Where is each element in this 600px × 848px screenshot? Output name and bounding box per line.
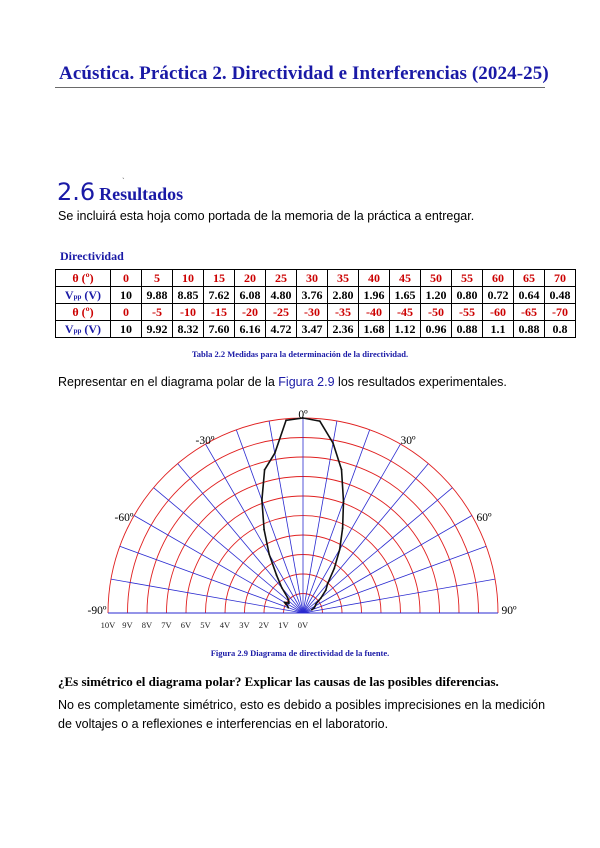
angle-cell: -10 xyxy=(173,304,204,321)
section-title: Resultados xyxy=(99,184,184,204)
voltage-cell: 6.16 xyxy=(235,321,266,338)
data-point xyxy=(333,567,335,569)
voltage-cell: 2.36 xyxy=(328,321,359,338)
voltage-cell: 9.88 xyxy=(142,287,173,304)
voltage-cell: 4.72 xyxy=(266,321,297,338)
data-point xyxy=(327,583,329,585)
voltage-cell: 8.32 xyxy=(173,321,204,338)
voltage-cell: 7.60 xyxy=(204,321,235,338)
voltage-cell: 1.1 xyxy=(483,321,514,338)
instruction-text-before: Representar en el diagrama polar de la xyxy=(58,375,279,389)
data-point xyxy=(332,442,334,444)
question-text: ¿Es simétrico el diagrama polar? Explicar las causas de las posibles diferencias. xyxy=(58,674,499,689)
data-point xyxy=(311,609,313,611)
angle-cell: 25 xyxy=(266,270,297,287)
voltage-cell: 1.20 xyxy=(421,287,452,304)
angle-cell: -35 xyxy=(328,304,359,321)
angle-cell: 60 xyxy=(483,270,514,287)
table-caption: Tabla 2.2 Medidas para la determinación de la directividad. xyxy=(191,349,409,359)
angle-cell: -40 xyxy=(359,304,390,321)
angle-cell: -25 xyxy=(266,304,297,321)
theta-header-cell: θ (º) xyxy=(56,270,111,287)
table-label: Directividad xyxy=(60,249,124,263)
radial-label: 4V xyxy=(219,620,231,630)
angle-cell: 5 xyxy=(142,270,173,287)
radial-label: 5V xyxy=(200,620,211,630)
radial-label: 8V xyxy=(141,620,153,630)
angle-cell: 50 xyxy=(421,270,452,287)
radial-label: 7V xyxy=(161,620,172,630)
voltage-cell: 10 xyxy=(111,321,142,338)
voltage-cell: 0.96 xyxy=(421,321,452,338)
angle-label: 0º xyxy=(298,409,308,421)
angle-cell: 0 xyxy=(111,304,142,321)
data-point xyxy=(315,603,317,605)
angle-cell: 20 xyxy=(235,270,266,287)
angle-cell: 35 xyxy=(328,270,359,287)
radial-label: 9V xyxy=(122,620,133,630)
data-point xyxy=(339,549,341,551)
angle-cell: 0 xyxy=(111,270,142,287)
data-point xyxy=(341,469,343,471)
voltage-cell: 6.08 xyxy=(235,287,266,304)
data-point xyxy=(288,600,290,602)
angle-cell: -15 xyxy=(204,304,235,321)
radial-label: 10V xyxy=(100,620,116,630)
figure-link[interactable]: Figura 2.9 xyxy=(278,375,335,389)
angle-label: 60º xyxy=(476,512,492,524)
voltage-cell: 1.65 xyxy=(390,287,421,304)
page-header-title: Acústica. Práctica 2. Directividad e Interferencias (2024-25) xyxy=(59,63,549,84)
radial-label: 1V xyxy=(278,620,289,630)
figure-caption: Figura 2.9 Diagrama de directividad de la fuente. xyxy=(210,648,390,658)
angle-cell: -20 xyxy=(235,304,266,321)
voltage-cell: 0.88 xyxy=(514,321,545,338)
voltage-cell: 9.92 xyxy=(142,321,173,338)
data-point xyxy=(343,501,345,503)
voltage-cell: 0.88 xyxy=(452,321,483,338)
data-point xyxy=(264,469,266,471)
angle-cell: -50 xyxy=(421,304,452,321)
voltage-cell: 10 xyxy=(111,287,142,304)
answer-text: No es completamente simétrico, esto es debido a posibles imprecisiones en la medición de voltajes o a reflexiones e interferencias en el laboratorio. xyxy=(58,698,546,731)
angle-cell: -70 xyxy=(545,304,576,321)
data-point xyxy=(342,527,344,529)
voltage-cell: 0.64 xyxy=(514,287,545,304)
radial-label: 6V xyxy=(180,620,192,630)
data-point xyxy=(320,597,322,599)
angle-label: -30º xyxy=(195,435,215,447)
voltage-cell: 1.12 xyxy=(390,321,421,338)
data-point xyxy=(314,605,316,607)
voltage-cell: 3.76 xyxy=(297,287,328,304)
voltage-header-cell: Vpp (V) xyxy=(56,321,111,338)
voltage-cell: 4.80 xyxy=(266,287,297,304)
angle-label: -60º xyxy=(114,512,134,524)
angle-cell: 10 xyxy=(173,270,204,287)
theta-header-cell: θ (º) xyxy=(56,304,111,321)
data-point xyxy=(319,420,321,422)
angle-cell: -30 xyxy=(297,304,328,321)
data-point xyxy=(281,587,283,589)
voltage-cell: 3.47 xyxy=(297,321,328,338)
angle-cell: -60 xyxy=(483,304,514,321)
data-point xyxy=(288,602,290,604)
voltage-cell: 1.68 xyxy=(359,321,390,338)
angle-label: 30º xyxy=(400,435,416,447)
angle-cell: 70 xyxy=(545,270,576,287)
data-point xyxy=(276,574,278,576)
data-point xyxy=(313,607,315,609)
voltage-header-cell: Vpp (V) xyxy=(56,287,111,304)
angle-cell: 65 xyxy=(514,270,545,287)
angle-label: 90º xyxy=(501,605,517,617)
data-point xyxy=(263,529,265,531)
data-point xyxy=(287,605,289,607)
data-point xyxy=(284,601,286,603)
section-number: 2.6 xyxy=(57,178,96,206)
data-point xyxy=(287,597,289,599)
angle-cell: 30 xyxy=(297,270,328,287)
angle-cell: 15 xyxy=(204,270,235,287)
radial-label: 3V xyxy=(239,620,250,630)
voltage-cell: 2.80 xyxy=(328,287,359,304)
voltage-cell: 0.8 xyxy=(545,321,576,338)
radial-label: 2V xyxy=(258,620,270,630)
angle-cell: -5 xyxy=(142,304,173,321)
data-point xyxy=(325,589,327,591)
data-point xyxy=(261,499,263,501)
data-point xyxy=(287,607,289,609)
intro-paragraph: Se incluirá esta hoja como portada de la memoria de la práctica a entregar. xyxy=(58,209,475,223)
angle-cell: -55 xyxy=(452,304,483,321)
instruction-text-after: los resultados experimentales. xyxy=(334,375,507,389)
voltage-cell: 1.96 xyxy=(359,287,390,304)
voltage-cell: 0.72 xyxy=(483,287,514,304)
voltage-cell: 0.80 xyxy=(452,287,483,304)
data-point xyxy=(268,554,270,556)
voltage-cell: 7.62 xyxy=(204,287,235,304)
voltage-cell: 0.48 xyxy=(545,287,576,304)
angle-cell: 55 xyxy=(452,270,483,287)
data-point xyxy=(285,419,287,421)
stray-mark: ˏ xyxy=(122,170,125,179)
data-point xyxy=(274,452,276,454)
angle-cell: -45 xyxy=(390,304,421,321)
angle-cell: 45 xyxy=(390,270,421,287)
voltage-cell: 8.85 xyxy=(173,287,204,304)
angle-label: -90º xyxy=(87,605,107,617)
angle-cell: 40 xyxy=(359,270,390,287)
radial-label: 0V xyxy=(297,620,309,630)
angle-cell: -65 xyxy=(514,304,545,321)
